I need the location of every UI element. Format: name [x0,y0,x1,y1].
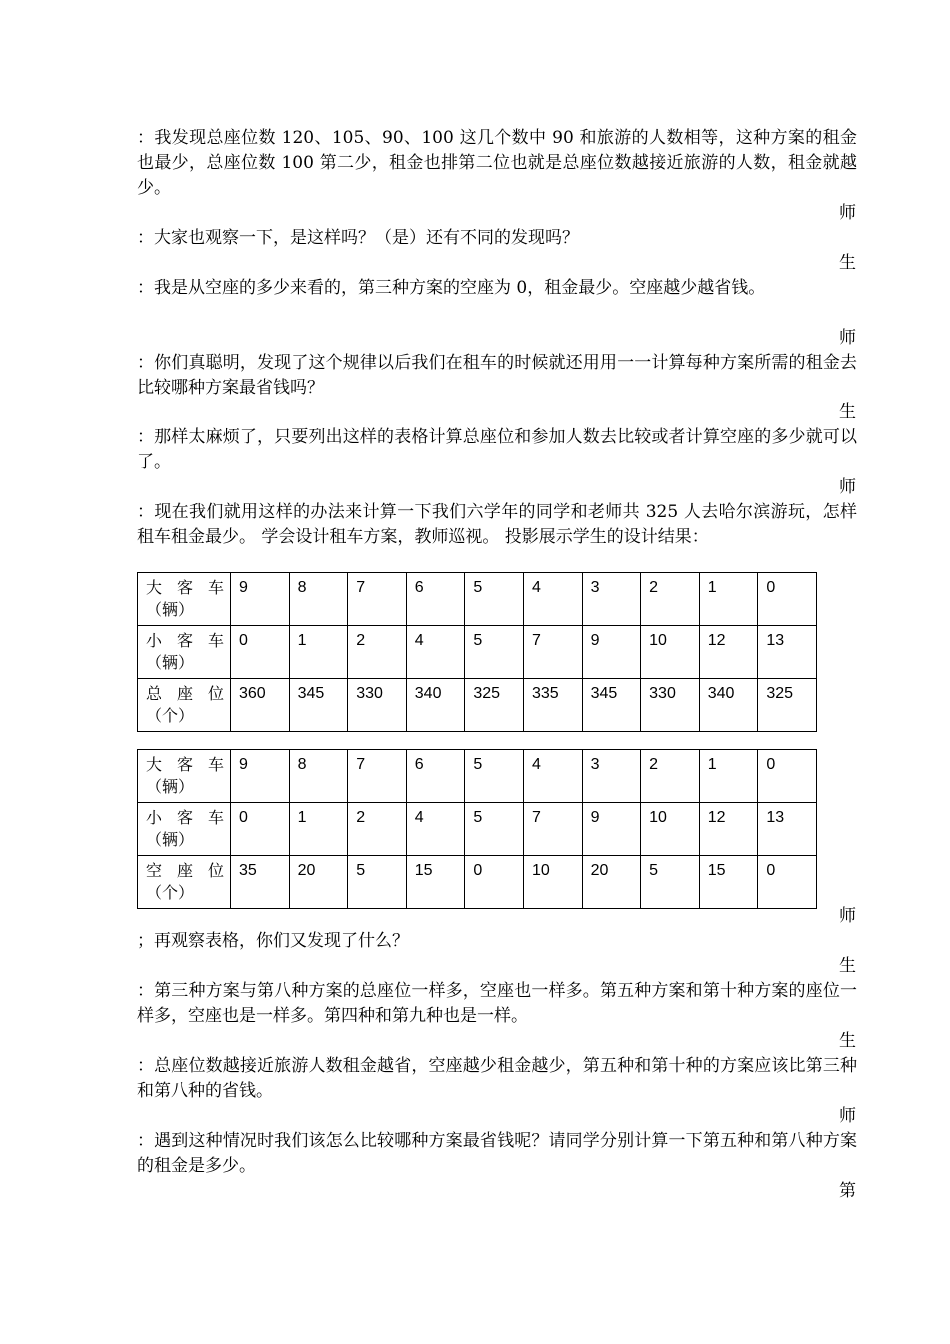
table-cell: 1 [289,803,348,856]
table-cell: 4 [523,750,582,803]
table-cell: 2 [348,803,407,856]
table-cell: 0 [758,856,817,909]
table-cell: 330 [348,679,407,732]
table-cell: 1 [699,750,758,803]
speaker-teacher: 师 [839,328,856,348]
table-cell: 6 [406,573,465,626]
table-cell: 1 [289,626,348,679]
table-cell: 2 [641,573,700,626]
table-cell: 5 [641,856,700,909]
speaker-teacher: 师 [839,1106,856,1126]
row-header: 小 客 车（辆） [138,626,231,679]
table-cell: 13 [758,626,817,679]
paragraph-student-empty-seats: ：我是从空座的多少来看的，第三种方案的空座为 0，租金最少。空座越少越省钱。 [137,278,766,298]
table-cell: 0 [465,856,524,909]
speaker-student: 生 [839,253,856,273]
total-seats-table [137,572,817,732]
table-cell: 5 [465,750,524,803]
paragraph-student-finding: ：我发现总座位数 120、105、90、100 这几个数中 90 和旅游的人数相等，这种方案的租金也最少，总座位数 100 第二少，租金也排第二位也就是总座位数越接近旅游的人数，租金就越少。 [137,128,857,198]
table-cell: 7 [523,803,582,856]
table-row [138,803,817,856]
table-cell: 10 [523,856,582,909]
table-row [138,626,817,679]
table-cell: 5 [465,803,524,856]
table-cell: 340 [406,679,465,732]
table-cell: 5 [465,626,524,679]
row-header: 大 客 车（辆） [138,573,231,626]
row-header: 大 客 车（辆） [138,750,231,803]
table-cell: 20 [289,856,348,909]
table-row [138,679,817,732]
speaker-student: 生 [839,1031,856,1051]
table-cell: 330 [641,679,700,732]
table-cell: 5 [465,573,524,626]
table-cell: 8 [289,573,348,626]
table-cell: 345 [582,679,641,732]
table-cell: 360 [231,679,290,732]
row-header: 总座位（个） [138,679,231,732]
table-cell: 325 [758,679,817,732]
table-cell: 340 [699,679,758,732]
table-cell: 12 [699,626,758,679]
table-cell: 9 [231,750,290,803]
speaker-student: 生 [839,402,856,422]
table-cell: 1 [699,573,758,626]
table-cell: 15 [699,856,758,909]
paragraph-student-comparison: ：第三种方案与第八种方案的总座位一样多，空座也一样多。第五种方案和第十种方案的座位一样多，空座也是一样多。第四种和第九种也是一样。 [137,981,857,1026]
table-cell: 0 [758,750,817,803]
table-cell: 4 [523,573,582,626]
paragraph-teacher-question: ：大家也观察一下，是这样吗？（是）还有不同的发现吗？ [137,228,579,248]
speaker-teacher: 师 [839,477,856,497]
table-cell: 3 [582,750,641,803]
table-cell: 7 [348,573,407,626]
empty-seats-table [137,749,817,909]
table-cell: 10 [641,626,700,679]
table-cell: 335 [523,679,582,732]
paragraph-teacher-task: ：现在我们就用这样的办法来计算一下我们六学年的同学和老师共 325 人去哈尔滨游玩，怎样租车租金最少。 学会设计租车方案，教师巡视。 投影展示学生的设计结果： [137,502,857,547]
table-cell: 13 [758,803,817,856]
table-row [138,573,817,626]
paragraph-teacher-praise: ：你们真聪明，发现了这个规律以后我们在租车的时候就还用用一一计算每种方案所需的租金去比较哪种方案最省钱吗？ [137,353,857,398]
table-row [138,856,817,909]
table-cell: 35 [231,856,290,909]
table-cell: 9 [231,573,290,626]
table-cell: 20 [582,856,641,909]
table-cell: 2 [348,626,407,679]
table-cell: 2 [641,750,700,803]
table-cell: 8 [289,750,348,803]
table-cell: 5 [348,856,407,909]
speaker-student: 生 [839,956,856,976]
paragraph-teacher-calculate: ：遇到这种情况时我们该怎么比较哪种方案最省钱呢？请同学分别计算一下第五种和第八种方案的租金是多少。 [137,1131,857,1176]
table-cell: 6 [406,750,465,803]
table-cell: 7 [348,750,407,803]
table-cell: 9 [582,803,641,856]
table-row [138,750,817,803]
speaker-teacher: 师 [839,906,856,926]
table-cell: 12 [699,803,758,856]
table-cell: 0 [758,573,817,626]
table-cell: 325 [465,679,524,732]
row-header: 空座位（个） [138,856,231,909]
table-cell: 4 [406,803,465,856]
table-cell: 3 [582,573,641,626]
table-cell: 0 [231,626,290,679]
table-cell: 7 [523,626,582,679]
speaker-teacher: 师 [839,203,856,223]
table-cell: 345 [289,679,348,732]
table-cell: 0 [231,803,290,856]
paragraph-student-conclusion: ：总座位数越接近旅游人数租金越省，空座越少租金越少，第五种和第十种的方案应该比第三种和第八种的省钱。 [137,1056,857,1101]
table-cell: 15 [406,856,465,909]
trailing-text: 第 [839,1181,856,1201]
paragraph-teacher-observe: ；再观察表格，你们又发现了什么？ [137,931,409,951]
row-header: 小 客 车（辆） [138,803,231,856]
table-cell: 10 [641,803,700,856]
table-cell: 9 [582,626,641,679]
table-cell: 4 [406,626,465,679]
paragraph-student-table-method: ：那样太麻烦了，只要列出这样的表格计算总座位和参加人数去比较或者计算空座的多少就可以了。 [137,427,857,472]
